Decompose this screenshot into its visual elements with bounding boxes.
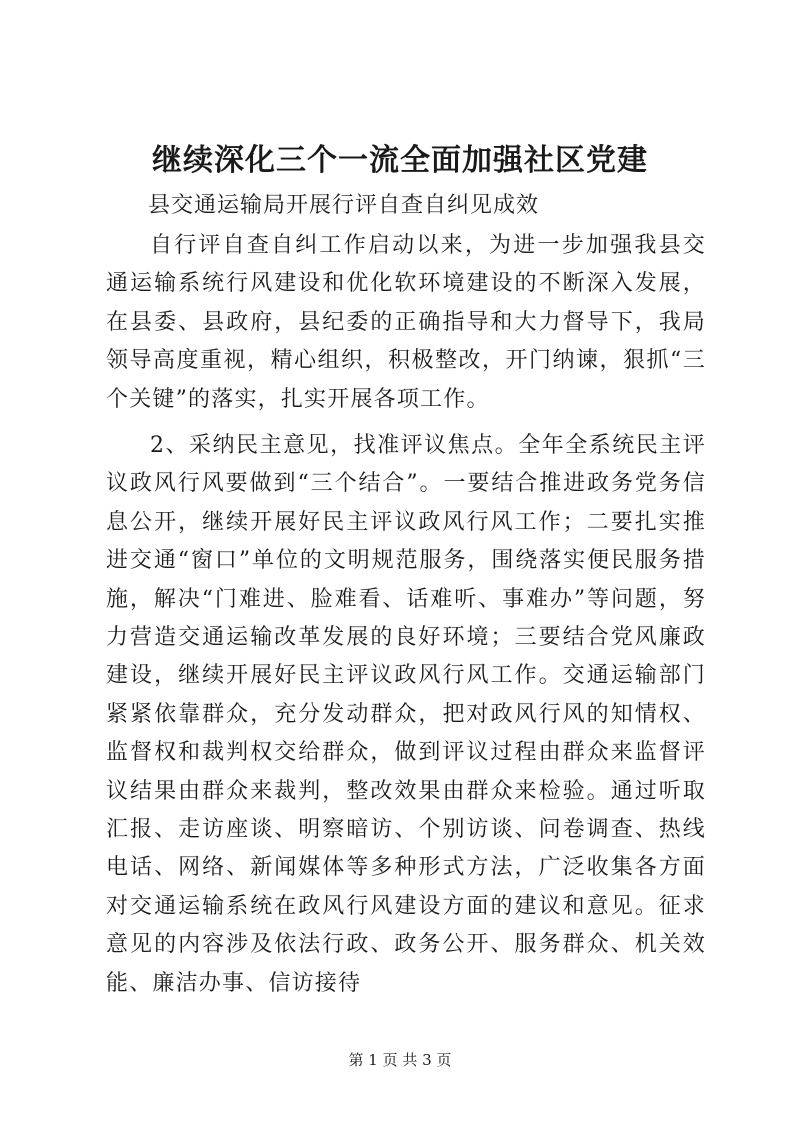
- document-subtitle: 县交通运输局开展行评自查自纠见成效: [148, 193, 540, 218]
- document-title: 继续深化三个一流全面加强社区党建: [152, 143, 648, 178]
- paragraph-section-2: 2、采纳民主意见，找准评议焦点。全年全系统民主评议政风行风要做到“三个结合”。一要结合推进政务党务信息公开，继续开展好民主评议政风行风工作；二要扎实推进交通“窗口”单位的文明规范服务，围绕落实便民服务措施，解决“门难进、脸难看、话难听、事难办”等问题，努力营造交通运输改革发展的良好环境；三要结合党风廉政建设，继续开展好民主评议政风行风工作。交通运输部门紧紧依靠群众，充分发动群众，把对政风行风的知情权、监督权和裁判权交给群众，做到评议过程由群众来监督评议结果由群众来裁判，整改效果由群众来检验。通过听取汇报、走访座谈、明察暗访、个别访谈、问卷调查、热线电话、网络、新闻媒体等多种形式方法，广泛收集各方面对交通运输系统在政风行风建设方面的建议和意见。征求意见的内容涉及依法行政、政务公开、服务群众、机关效能、廉洁办事、信访接待: [106, 433, 706, 996]
- page-number-footer: 第 1 页 共 3 页: [348, 1051, 452, 1069]
- paragraph-intro: 自行评自查自纠工作启动以来，为进一步加强我县交通运输系统行风建设和优化软环境建设的不断深入发展，在县委、县政府，县纪委的正确指导和大力督导下，我局领导高度重视，精心组织，积极整改，开门纳谏，狠抓“三个关键”的落实，扎实开展各项工作。: [106, 233, 706, 412]
